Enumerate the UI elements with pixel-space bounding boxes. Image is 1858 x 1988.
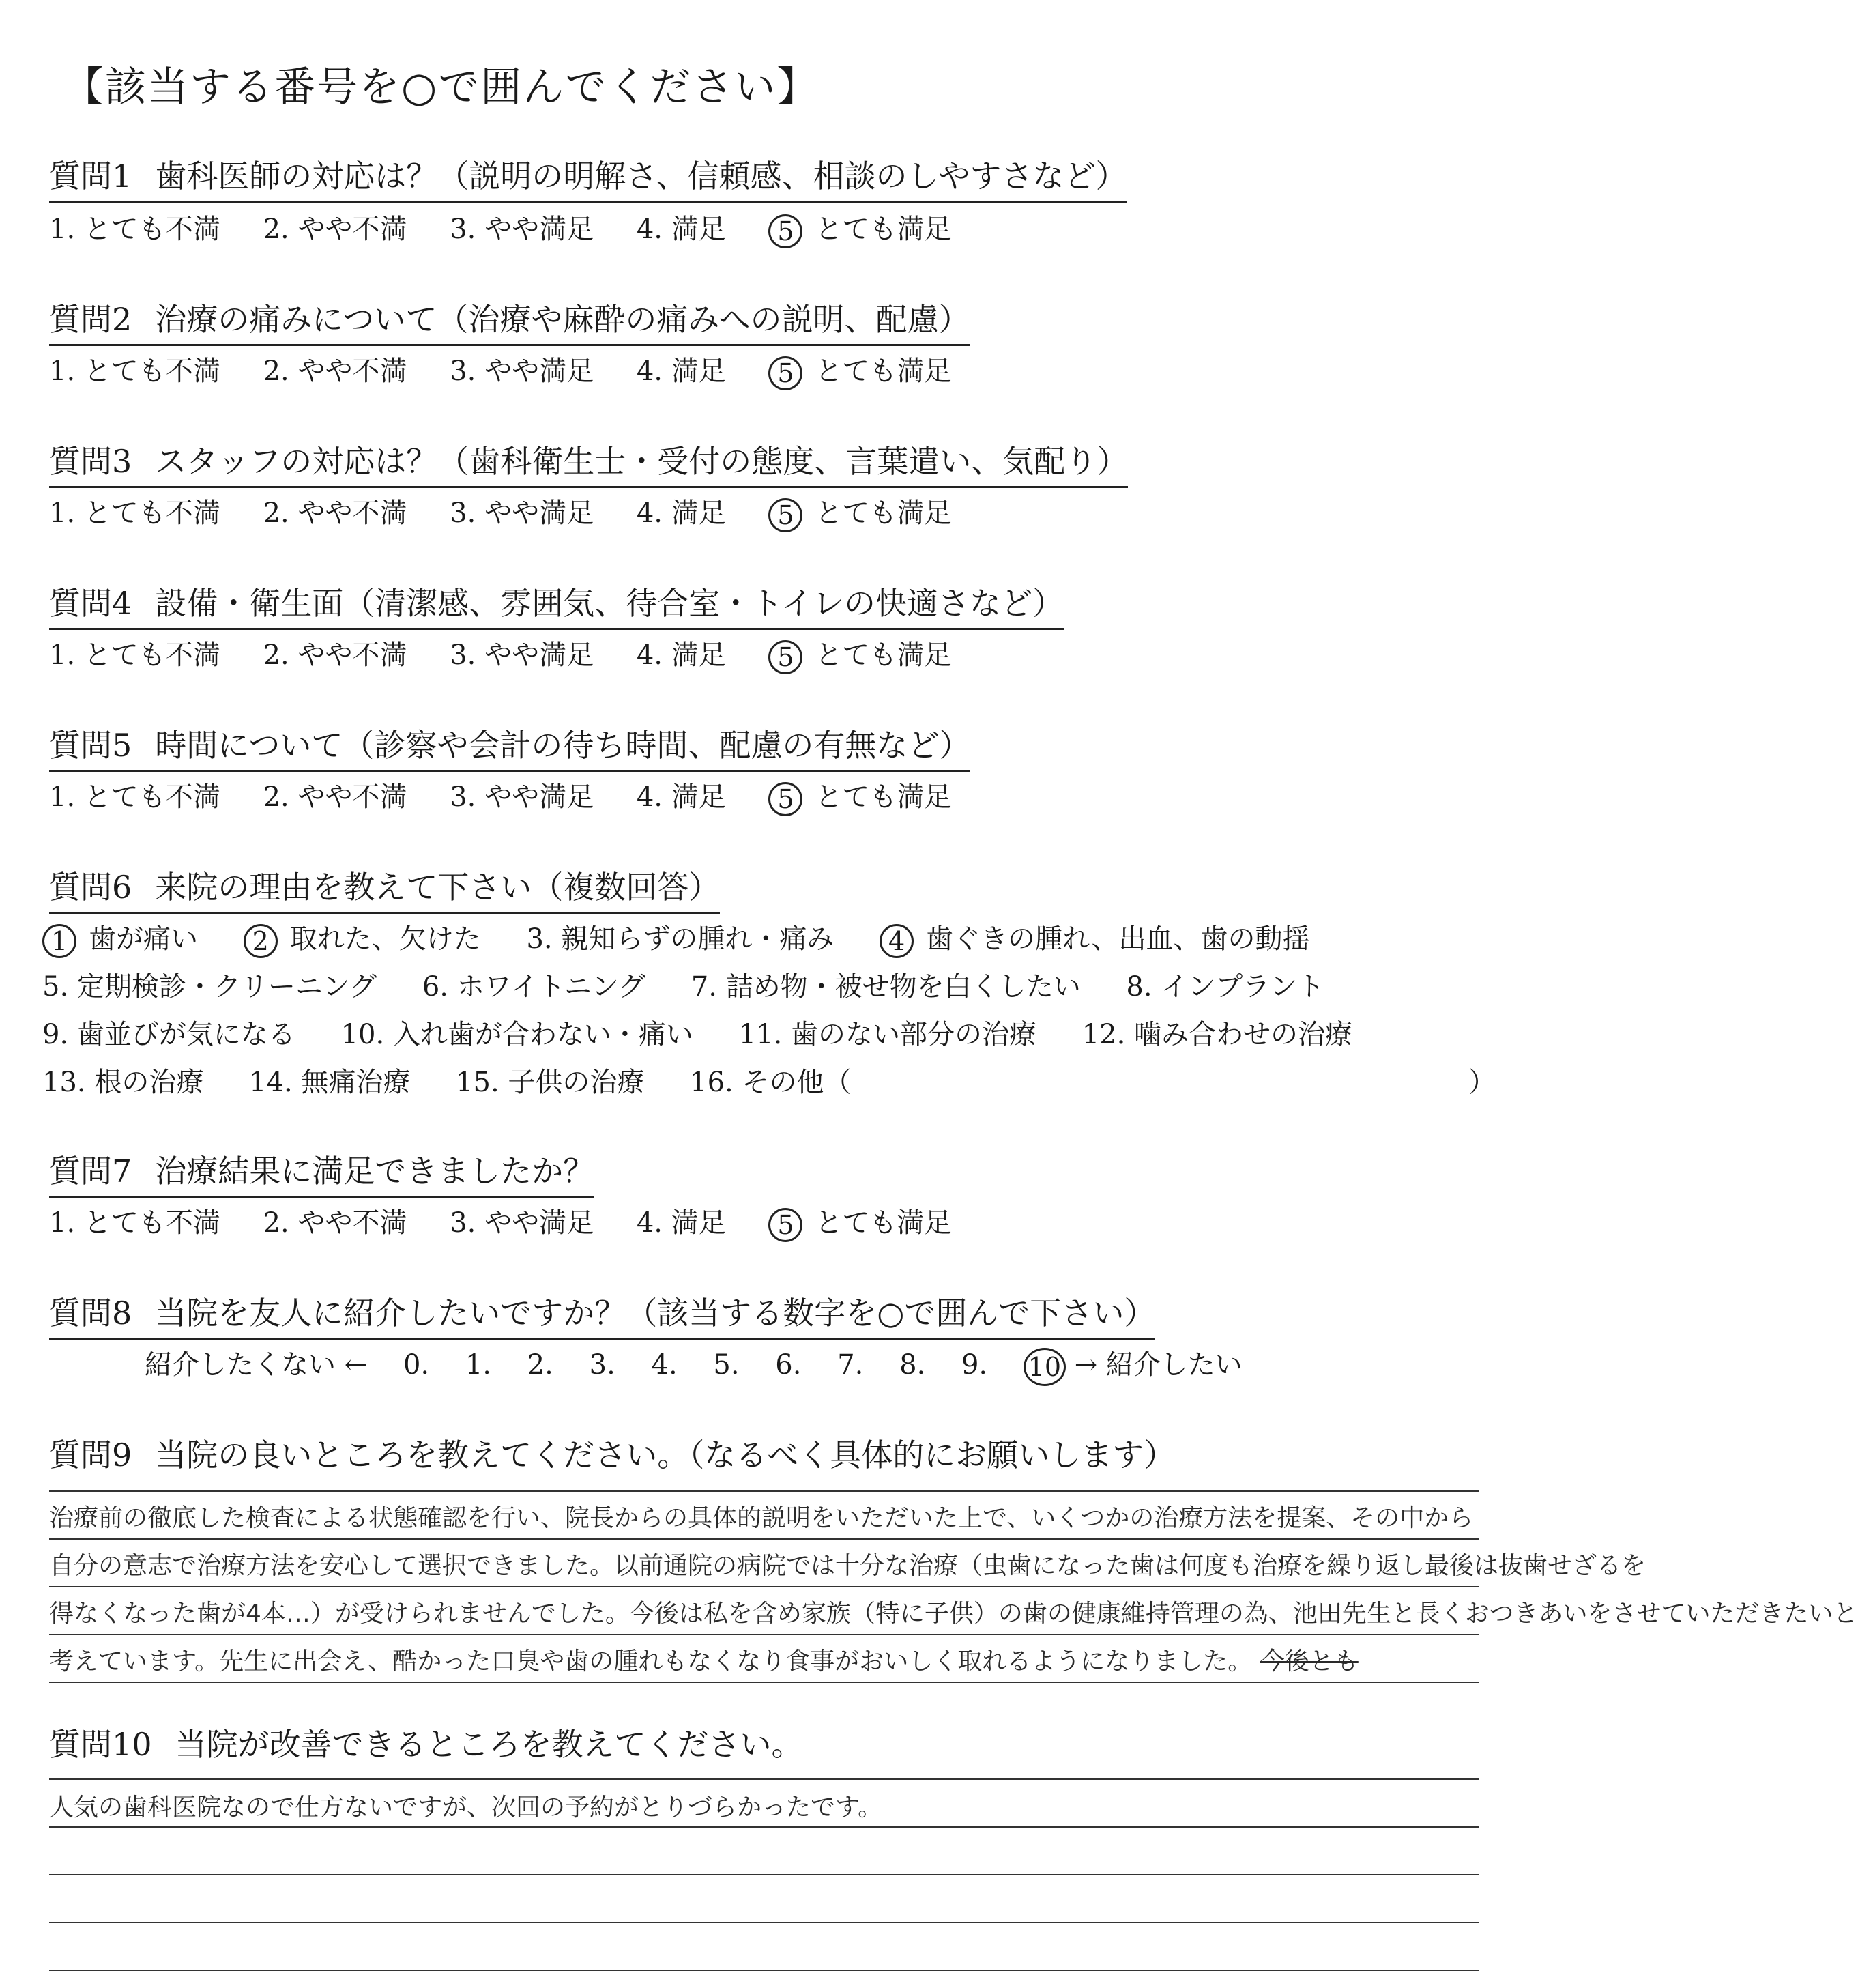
reason-2-selected[interactable]	[244, 917, 481, 958]
question-1-options	[49, 207, 985, 248]
circled-number: 5	[768, 640, 802, 674]
option-4[interactable]: 4. 満足	[636, 639, 726, 671]
scale-7[interactable]: 7.	[837, 1349, 864, 1381]
question-number: 質問2	[49, 301, 132, 338]
option-4[interactable]: 4. 満足	[636, 214, 726, 245]
option-4[interactable]: 4. 満足	[636, 356, 726, 387]
reason-row-3	[42, 1013, 1389, 1052]
question-4-title	[49, 579, 1064, 630]
option-label: とても満足	[815, 356, 952, 387]
question-number: 質問5	[49, 727, 132, 764]
reason-label: 歯ぐきの腫れ、出血、歯の動揺	[926, 923, 1310, 955]
circled-number: 5	[768, 498, 802, 532]
reason-row-1	[42, 917, 1346, 958]
scale-6[interactable]: 6.	[775, 1349, 802, 1381]
question-8-title	[49, 1288, 1155, 1340]
scale-9[interactable]: 9.	[961, 1349, 988, 1381]
recommend-scale	[145, 1343, 1270, 1386]
question-number: 質問3	[49, 443, 132, 480]
answer-line	[49, 1922, 1479, 1923]
question-number: 質問7	[49, 1153, 132, 1190]
option-4[interactable]: 4. 満足	[636, 498, 726, 529]
question-2-title	[49, 295, 970, 346]
option-label: とても満足	[815, 214, 952, 245]
reason-4-selected[interactable]	[880, 917, 1309, 958]
option-5-selected[interactable]	[768, 1201, 951, 1242]
scale-10-selected[interactable]: 10	[1024, 1348, 1066, 1386]
question-text: 当院の良いところを教えてください。（なるべく具体的にお願いします）	[155, 1437, 1176, 1473]
question-7-title	[49, 1147, 594, 1198]
option-4[interactable]: 4. 満足	[636, 1207, 726, 1239]
option-5-selected[interactable]	[768, 491, 951, 532]
option-3[interactable]: 3. やや満足	[450, 498, 594, 529]
option-2[interactable]: 2. やや不満	[263, 1207, 407, 1239]
scale-0[interactable]: 0.	[403, 1349, 430, 1381]
reason-11[interactable]: 11. 歯のない部分の治療	[738, 1019, 1036, 1050]
question-text: スタッフの対応は？（歯科衛生士・受付の態度、言葉遣い、気配り）	[155, 443, 1129, 480]
option-label: とても満足	[815, 639, 952, 671]
answer-line-1: 治療前の徹底した検査による状態確認を行い、院長からの具体的説明をいただいた上で、いくつかの治療方法を提案、その中から	[49, 1504, 1474, 1532]
scale-right-label: → 紹介したい	[1074, 1349, 1243, 1381]
question-9-title	[49, 1430, 1175, 1480]
question-text: 歯科医師の対応は？（説明の明解さ、信頼感、相談のしやすさなど）	[155, 158, 1127, 195]
reason-9[interactable]: 9. 歯並びが気になる	[42, 1019, 295, 1050]
question-10-title	[49, 1720, 803, 1769]
option-3[interactable]: 3. やや満足	[450, 639, 594, 671]
question-number: 質問8	[49, 1295, 132, 1331]
option-2[interactable]: 2. やや不満	[263, 781, 407, 813]
question-text: 治療の痛みについて（治療や麻酔の痛みへの説明、配慮）	[155, 301, 970, 338]
reason-label: 歯が痛い	[89, 923, 198, 955]
reason-12[interactable]: 12. 噛み合わせの治療	[1082, 1019, 1353, 1050]
option-1[interactable]: 1. とても不満	[49, 639, 220, 671]
circled-number: 5	[768, 214, 802, 248]
reason-3[interactable]: 3. 親知らずの腫れ・痛み	[526, 923, 834, 955]
answer-line	[49, 1826, 1479, 1828]
scale-3[interactable]: 3.	[589, 1349, 615, 1381]
question-6-title	[49, 863, 720, 914]
question-text: 当院を友人に紹介したいですか？（該当する数字を○で囲んで下さい）	[155, 1295, 1156, 1331]
page-title: 【該当する番号を○で囲んでください】	[63, 63, 819, 111]
question-text: 当院が改善できるところを教えてください。	[175, 1726, 803, 1763]
question-text: 治療結果に満足できましたか？	[155, 1153, 595, 1190]
answer-line-2: 自分の意志で治療方法を安心して選択できました。以前通院の病院では十分な治療（虫歯になった歯は何度も治療を繰り返し最後は抜歯せざるを	[49, 1552, 1646, 1580]
answer-line	[49, 1538, 1479, 1540]
scale-2[interactable]: 2.	[527, 1349, 553, 1381]
circled-number: 5	[768, 356, 802, 390]
answer-line	[49, 1778, 1479, 1780]
question-text: 設備・衛生面（清潔感、雰囲気、待合室・トイレの快適さなど）	[155, 585, 1064, 622]
option-5-selected[interactable]	[768, 349, 951, 390]
option-5-selected[interactable]	[768, 775, 951, 816]
question-1-title	[49, 152, 1127, 203]
option-3[interactable]: 3. やや満足	[450, 356, 594, 387]
question-3-options	[49, 491, 985, 532]
option-5-selected[interactable]	[768, 207, 951, 248]
answer-text: 考えています。先生に出会え、酷かった口臭や歯の腫れもなくなり食事がおいしく取れるようになりました。	[49, 1647, 1253, 1675]
question-4-options	[49, 633, 985, 674]
scale-5[interactable]: 5.	[713, 1349, 740, 1381]
question-number: 質問9	[49, 1437, 132, 1473]
option-1[interactable]: 1. とても不満	[49, 214, 220, 245]
answer-line	[49, 1586, 1479, 1587]
scale-8[interactable]: 8.	[899, 1349, 926, 1381]
answer-line	[49, 1634, 1479, 1635]
reason-7[interactable]: 7. 詰め物・被せ物を白くしたい	[691, 971, 1081, 1003]
scale-left-label: 紹介したくない ←	[145, 1349, 368, 1381]
option-3[interactable]: 3. やや満足	[450, 1207, 594, 1239]
reason-13[interactable]: 13. 根の治療	[42, 1067, 204, 1098]
reason-row-4	[42, 1061, 1496, 1099]
struck-text: 今後とも	[1260, 1647, 1359, 1675]
question-number: 質問10	[49, 1726, 152, 1763]
option-2[interactable]: 2. やや不満	[263, 214, 407, 245]
option-3[interactable]: 3. やや満足	[450, 214, 594, 245]
circled-number: 5	[768, 782, 802, 816]
reason-14[interactable]: 14. 無痛治療	[249, 1067, 411, 1098]
reason-1-selected[interactable]	[42, 917, 198, 958]
scale-4[interactable]: 4.	[651, 1349, 678, 1381]
reason-10[interactable]: 10. 入れ歯が合わない・痛い	[340, 1019, 693, 1050]
option-1[interactable]: 1. とても不満	[49, 356, 220, 387]
option-2[interactable]: 2. やや不満	[263, 639, 407, 671]
circled-number: 1	[42, 924, 76, 958]
answer-line-3: 得なくなった歯が4本…）が受けられませんでした。今後は私を含め家族（特に子供）の歯の健康維持管理の為、池田先生と長くおつきあいをさせていただきたいと	[49, 1600, 1858, 1628]
reason-8[interactable]: 8. インプラント	[1126, 971, 1325, 1003]
option-5-selected[interactable]	[768, 633, 951, 674]
question-3-title	[49, 437, 1128, 488]
option-2[interactable]: 2. やや不満	[263, 356, 407, 387]
question-text: 来院の理由を教えて下さい（複数回答）	[155, 869, 721, 906]
question-number: 質問4	[49, 585, 132, 622]
option-2[interactable]: 2. やや不満	[263, 498, 407, 529]
option-1[interactable]: 1. とても不満	[49, 498, 220, 529]
option-1[interactable]: 1. とても不満	[49, 1207, 220, 1239]
answer-line-1: 人気の歯科医院なので仕方ないですが、次回の予約がとりづらかったです。	[49, 1793, 883, 1821]
reason-row-2	[42, 965, 1361, 1004]
option-4[interactable]: 4. 満足	[636, 781, 726, 813]
answer-line	[49, 1490, 1479, 1492]
reason-6[interactable]: 6. ホワイトニング	[422, 971, 646, 1003]
reason-15[interactable]: 15. 子供の治療	[456, 1067, 645, 1098]
option-label: とても満足	[815, 781, 952, 813]
circled-number: 4	[880, 924, 914, 958]
question-2-options	[49, 349, 985, 390]
answer-line	[49, 1682, 1479, 1683]
circled-number: 5	[768, 1208, 802, 1242]
option-3[interactable]: 3. やや満足	[450, 781, 594, 813]
question-5-options	[49, 775, 985, 816]
answer-line	[49, 1970, 1479, 1971]
reason-label: 取れた、欠けた	[289, 923, 481, 955]
answer-line-4	[49, 1642, 1523, 1677]
scale-1[interactable]: 1.	[465, 1349, 492, 1381]
question-number: 質問1	[49, 158, 132, 195]
circled-number: 2	[244, 924, 278, 958]
reason-5[interactable]: 5. 定期検診・クリーニング	[42, 971, 377, 1003]
option-label: とても満足	[815, 1207, 952, 1239]
other-close-paren: ）	[1468, 1067, 1496, 1098]
option-1[interactable]: 1. とても不満	[49, 781, 220, 813]
question-5-title	[49, 721, 970, 772]
question-7-options	[49, 1201, 985, 1242]
question-number: 質問6	[49, 869, 132, 906]
question-text: 時間について（診察や会計の待ち時間、配慮の有無など）	[155, 727, 971, 764]
answer-line	[49, 1874, 1479, 1875]
reason-16-other[interactable]: 16. その他（	[690, 1067, 852, 1098]
option-label: とても満足	[815, 498, 952, 529]
